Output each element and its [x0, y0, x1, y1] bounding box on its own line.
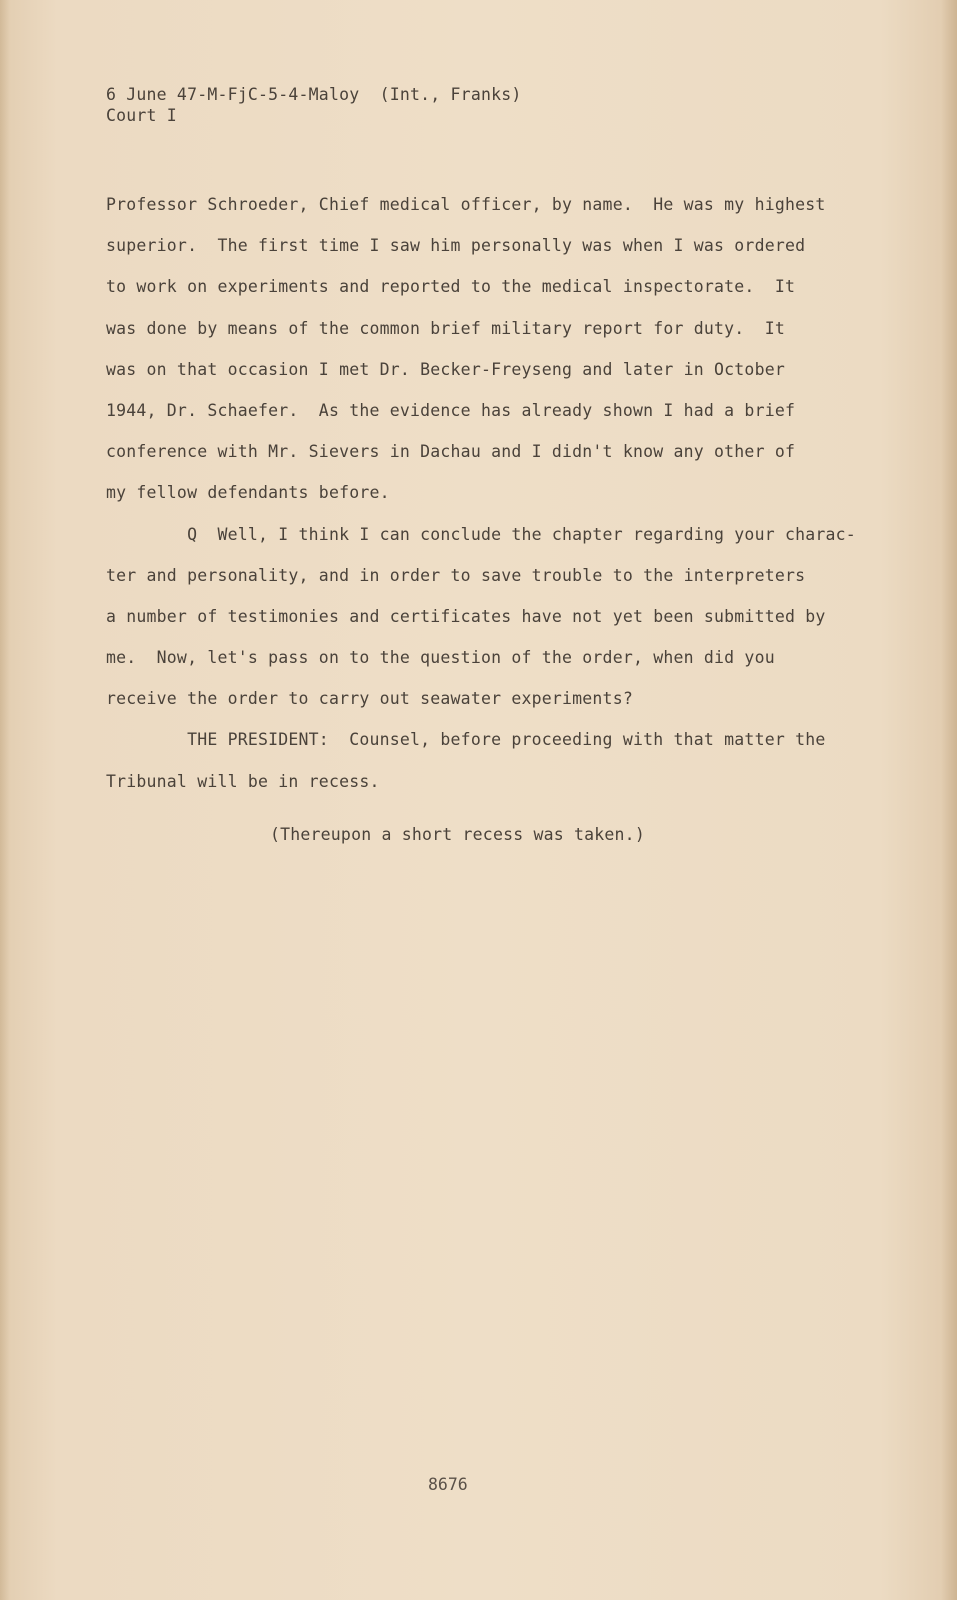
- page-number: 8676: [428, 1475, 468, 1494]
- transcript-line: Professor Schroeder, Chief medical officer, by name. He was my highest: [106, 195, 826, 214]
- paper-edge-left: [0, 0, 10, 1600]
- paper-edge-right: [941, 0, 957, 1600]
- transcript-line: ter and personality, and in order to save trouble to the interpreters: [106, 565, 806, 585]
- transcript-line: my fellow defendants before.: [106, 483, 390, 503]
- transcript-line: superior. The first time I saw him personally was when I was ordered: [106, 236, 806, 256]
- transcript-line: me. Now, let's pass on to the question of the order, when did you: [106, 648, 775, 668]
- header-court-line: Court I: [106, 106, 177, 125]
- transcript-line: was done by means of the common brief military report for duty. It: [106, 318, 785, 338]
- transcript-line: Q Well, I think I can conclude the chapter regarding your charac-: [106, 524, 856, 544]
- transcript-line: to work on experiments and reported to the medical inspectorate. It: [106, 277, 796, 297]
- transcript-body: [106, 184, 856, 802]
- transcript-line: conference with Mr. Sievers in Dachau and I didn't know any other of: [106, 442, 796, 462]
- recess-note: (Thereupon a short recess was taken.): [270, 825, 645, 844]
- transcript-line: was on that occasion I met Dr. Becker-Freyseng and later in October: [106, 359, 785, 379]
- header-session-line: 6 June 47-M-FjC-5-4-Maloy (Int., Franks): [106, 85, 522, 104]
- transcript-line: THE PRESIDENT: Counsel, before proceeding with that matter the: [106, 730, 826, 750]
- transcript-line: a number of testimonies and certificates have not yet been submitted by: [106, 606, 826, 626]
- transcript-line: receive the order to carry out seawater experiments?: [106, 689, 633, 709]
- document-header: [106, 84, 522, 126]
- transcript-line: 1944, Dr. Schaefer. As the evidence has already shown I had a brief: [106, 400, 796, 420]
- transcript-line: Tribunal will be in recess.: [106, 771, 380, 791]
